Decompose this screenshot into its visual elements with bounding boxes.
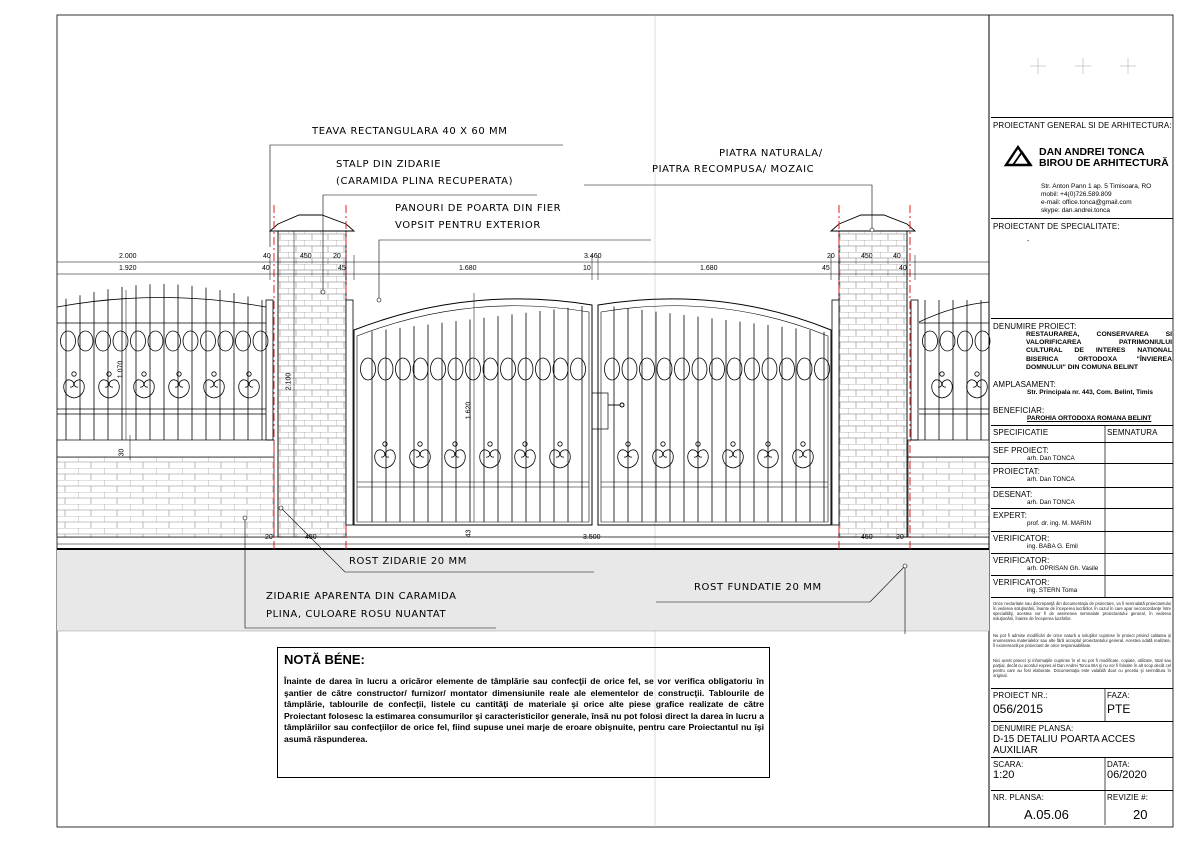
label-rost-fundatie: ROST FUNDATIE 20 MM xyxy=(694,582,822,593)
dim-text: 40 xyxy=(899,265,907,272)
dim-text: 450 xyxy=(861,534,873,541)
right-fence-panel xyxy=(911,300,989,440)
role-label: VERIFICATOR: xyxy=(993,534,1050,543)
dim-text: 40 xyxy=(263,253,271,260)
fence-ring xyxy=(958,331,973,351)
nota-bene-text: Înainte de darea în lucru a oricăror elemente de tâmplărie sau confecţii de orice fel, se vor verifica obligatoriu în şantier de către constructor/ furnizor/ montator dimensiunile reale ale elementelor de construcţii. Tablourile de tâmplărie, tablourile de confecţii, listele cu cantităţi de materiale şi orice alte piese grafice realizate de către Proiectant folosesc la estimarea consumurilor şi caracteristicilor generale, însă nu pot folosi direct la darea în lucru a tâmplăriilor sau confecţiilor de orice fel, fiind supuse unei marje de eroare obişnuite, pentru care Proiectantul nu îşi asumă răspunderea. xyxy=(284,676,764,744)
dim-text: 45 xyxy=(822,265,830,272)
gate-ring xyxy=(692,358,707,380)
dim-text: 30 xyxy=(118,448,126,457)
dim-text: 20 xyxy=(896,534,904,541)
fence-ring xyxy=(975,331,990,351)
dim-text: 45 xyxy=(338,265,346,272)
gate-scroll xyxy=(803,450,813,468)
left-pillar-cap xyxy=(270,215,354,231)
label-piatra-1: PIATRA NATURALA/ xyxy=(719,148,823,159)
gate-circle-ornaments xyxy=(361,358,830,380)
dim-text: 1.620 xyxy=(465,401,473,420)
gate-scroll xyxy=(663,450,673,468)
role-label: EXPERT: xyxy=(993,511,1027,520)
faza-value: PTE xyxy=(1107,702,1131,716)
gate-scroll xyxy=(525,450,535,468)
role-name: arh. Dan TONCA xyxy=(1027,499,1075,506)
gate-scroll xyxy=(385,450,395,468)
gate-ring xyxy=(536,358,551,380)
fence-scroll-knob xyxy=(177,372,181,376)
gate-ring xyxy=(448,358,463,380)
gate-ring xyxy=(483,358,498,380)
role-name: ing. BABA G. Emil xyxy=(1027,543,1078,550)
specificatie-header: SPECIFICATIE xyxy=(993,428,1049,437)
gate-ring xyxy=(378,358,393,380)
dim-text: 43 xyxy=(465,529,473,538)
label-teava: TEAVA RECTANGULARA 40 X 60 MM xyxy=(312,126,508,137)
nota-bene-box xyxy=(277,647,770,778)
gate-scroll xyxy=(375,450,385,468)
fence-scroll xyxy=(169,380,179,398)
dim-text: 3.460 xyxy=(584,253,602,260)
legal-note-2: Nu pot fi admise modificări de orice natură a soluţiilor cuprinse în proiect privind calitatea şi enumerarea materialelor sau alte fără acceptul proiectantului general. Acestea odată realizate, îl exonerează pe proiectant de orice responsabilitate. xyxy=(993,633,1171,648)
firm-skype: skype: dan.andrei.tonca xyxy=(1041,207,1111,214)
beneficiar-label: BENEFICIAR: xyxy=(993,406,1045,415)
dim-text: 1.070 xyxy=(117,360,125,379)
semnatura-header: SEMNATURA xyxy=(1107,428,1158,437)
gate-scroll-knob xyxy=(488,442,492,446)
fence-scroll-knob xyxy=(142,372,146,376)
role-label: DESENAT: xyxy=(993,490,1033,499)
gate-leaves xyxy=(354,299,831,525)
gate-scroll-knob xyxy=(418,442,422,446)
gate-ring xyxy=(553,358,568,380)
fence-scroll xyxy=(109,380,119,398)
dim-text: 1.680 xyxy=(700,265,718,272)
gate-ring xyxy=(431,358,446,380)
fence-ring xyxy=(201,331,216,351)
gate-ring xyxy=(413,358,428,380)
amplasament-value: Str. Principala nr. 443, Com. Belint, Timis xyxy=(1027,389,1153,396)
fence-scroll-knob xyxy=(940,372,944,376)
proiect-nr-label: PROIECT NR.: xyxy=(993,691,1048,700)
beneficiar-value: PAROHIA ORTODOXA ROMANA BELINT xyxy=(1027,415,1152,422)
firm-email: e-mail: office.tonca@gmail.com xyxy=(1041,199,1132,206)
fence-scroll xyxy=(64,380,74,398)
gate-ring xyxy=(361,358,376,380)
fence-ring xyxy=(131,331,146,351)
dim-text: 20 xyxy=(333,253,341,260)
gate-scroll-knob xyxy=(801,442,805,446)
left-fence-bars xyxy=(66,284,262,440)
firm-phone: mobil: +4(0)726.589.809 xyxy=(1041,191,1112,198)
amplasament-label: AMPLASAMENT: xyxy=(993,380,1056,389)
label-panouri-2: VOPSIT PENTRU EXTERIOR xyxy=(395,220,541,231)
gate-scroll xyxy=(793,450,803,468)
gate-scroll xyxy=(653,450,663,468)
dim-text: 40 xyxy=(893,253,901,260)
revizie-value: 20 xyxy=(1133,807,1148,822)
role-name: ing. STERN Toma xyxy=(1027,587,1078,594)
fence-ring xyxy=(183,331,198,351)
gate-ring xyxy=(571,358,586,380)
gate-scroll xyxy=(723,450,733,468)
fence-scroll xyxy=(179,380,189,398)
fence-scroll xyxy=(204,380,214,398)
gate-scroll xyxy=(480,450,490,468)
role-label: VERIFICATOR: xyxy=(993,578,1050,587)
fence-scroll xyxy=(214,380,224,398)
right-wall xyxy=(908,457,989,537)
fence-scroll xyxy=(977,380,987,398)
fence-scroll xyxy=(99,380,109,398)
dim-text: 1.920 xyxy=(119,265,137,272)
fence-scroll xyxy=(967,380,977,398)
revizie-label: REVIZIE #: xyxy=(1107,793,1149,802)
legal-note-3: Nici acest proiect şi informaţiile cuprinse în el nu pot fi modificate, copiate, utilizate, total sau parţial, decât cu acordul expres al Dan Andrei Tonca BIA şi nu vor fi folosite în alt scop decât cel pentru care au fost elaborate. Documentaţia este valabilă doar cu pecetia şi semnătura în original. xyxy=(993,658,1171,678)
gate-scroll xyxy=(410,450,420,468)
right-fence-bars xyxy=(925,300,981,440)
gate-scroll xyxy=(445,450,455,468)
label-piatra-2: PIATRA RECOMPUSA/ MOZAIC xyxy=(652,164,815,175)
denumire-plansa-2: AUXILIAR xyxy=(993,745,1038,756)
role-label: SEF PROIECT: xyxy=(993,446,1049,455)
fence-scroll xyxy=(249,380,259,398)
gate-ring xyxy=(396,358,411,380)
denumire-proiect-label: DENUMIRE PROIECT: xyxy=(993,322,1077,331)
fence-scroll-knob xyxy=(975,372,979,376)
dim-text: 20 xyxy=(827,253,835,260)
denumire-plansa-label: DENUMIRE PLANSA: xyxy=(993,724,1074,733)
fence-scroll-knob xyxy=(212,372,216,376)
gate-scroll-knob xyxy=(383,442,387,446)
denumire-plansa-1: D-15 DETALIU POARTA ACCES xyxy=(993,734,1136,745)
nr-plansa-label: NR. PLANSA: xyxy=(993,793,1044,802)
fence-scroll-knob xyxy=(247,372,251,376)
ground-band xyxy=(57,549,989,631)
gate-ring xyxy=(501,358,516,380)
gate-scroll xyxy=(550,450,560,468)
gate-scroll xyxy=(733,450,743,468)
gate-scroll xyxy=(628,450,638,468)
role-name: prof. dr. ing. M. MARIN xyxy=(1027,520,1092,527)
gate-scroll-knob xyxy=(558,442,562,446)
dim-text: 450 xyxy=(300,253,312,260)
fence-scroll xyxy=(942,380,952,398)
scara-value: 1:20 xyxy=(993,769,1015,781)
dim-text: 10 xyxy=(583,265,591,272)
fence-scroll xyxy=(74,380,84,398)
gate-ring xyxy=(675,358,690,380)
left-wall xyxy=(57,457,274,537)
gate-scroll xyxy=(618,450,628,468)
right-pillar xyxy=(839,231,907,537)
dim-text: 40 xyxy=(262,265,270,272)
role-name: arh. Dan TONCA xyxy=(1027,455,1075,462)
dim-text: 450 xyxy=(861,253,873,260)
gate-scroll xyxy=(688,450,698,468)
dim-text: 2.100 xyxy=(285,372,293,391)
gate-ring xyxy=(466,358,481,380)
project-name: RESTAURAREA, CONSERVAREA SI VALORIFICAREA PATRIMONIULUI CULTURAL DE INTERES NATIONAL BISERICA ORTODOXA "ÎNVIEREA DOMNULUI" DIN COMUNA BELINT xyxy=(1026,331,1172,371)
fence-scroll xyxy=(134,380,144,398)
role-name: arh. OPRISAN Gh. Vasile xyxy=(1027,565,1099,572)
label-zidarie-1: ZIDARIE APARENTA DIN CARAMIDA xyxy=(266,591,457,602)
label-stalp-2: (CARAMIDA PLINA RECUPERATA) xyxy=(336,176,514,187)
fence-scroll-knob xyxy=(107,372,111,376)
data-label: DATA: xyxy=(1107,760,1130,769)
firm-name-2: BIROU DE ARHITECTURĂ xyxy=(1039,157,1169,169)
gate-scroll-knob xyxy=(731,442,735,446)
nota-bene-title: NOTĂ BÉNE: xyxy=(284,652,365,667)
fence-ring xyxy=(61,331,76,351)
gate-scroll-knob xyxy=(453,442,457,446)
gate-scroll-knob xyxy=(523,442,527,446)
role-label: VERIFICATOR: xyxy=(993,556,1050,565)
gate-scroll xyxy=(768,450,778,468)
data-value: 06/2020 xyxy=(1107,769,1147,781)
scara-label: SCARA: xyxy=(993,760,1024,769)
dim-text: 20 xyxy=(265,534,273,541)
specialitate-value: - xyxy=(1027,238,1030,245)
gate-ring xyxy=(622,358,637,380)
fence-scroll xyxy=(239,380,249,398)
gate-scroll-ornaments xyxy=(375,442,814,468)
gate-scroll xyxy=(560,450,570,468)
gate-ring xyxy=(605,358,620,380)
gate-scroll xyxy=(758,450,768,468)
specialitate-label: PROIECTANT DE SPECIALITATE: xyxy=(993,222,1120,231)
label-stalp-1: STALP DIN ZIDARIE xyxy=(336,159,442,170)
fence-scroll xyxy=(144,380,154,398)
gate-ring xyxy=(745,358,760,380)
fence-scroll-knob xyxy=(72,372,76,376)
gate-scroll xyxy=(515,450,525,468)
dim-text: 3.500 xyxy=(583,534,601,541)
proiectant-general-label: PROIECTANT GENERAL SI DE ARHITECTURA: xyxy=(993,121,1172,130)
label-rost-zidarie: ROST ZIDARIE 20 MM xyxy=(349,556,467,567)
dim-text: 1.680 xyxy=(459,265,477,272)
gate-scroll xyxy=(420,450,430,468)
label-zidarie-2: PLINA, CULOARE ROSU NUANTAT xyxy=(266,609,447,620)
gate-scroll xyxy=(698,450,708,468)
dim-text: 2.000 xyxy=(119,253,137,260)
firm-logo-icon xyxy=(1006,147,1031,165)
gate-ring xyxy=(518,358,533,380)
firm-address: Str. Anton Pann 1 ap. 5 Timisoara, RO xyxy=(1041,183,1152,190)
gate-ring xyxy=(815,358,830,380)
firm-name-1: DAN ANDREI TONCA xyxy=(1039,146,1145,158)
proiect-nr-value: 056/2015 xyxy=(993,702,1044,716)
gate-ring xyxy=(762,358,777,380)
gate-scroll xyxy=(490,450,500,468)
fence-scroll xyxy=(932,380,942,398)
role-name: arh. Dan TONCA xyxy=(1027,476,1075,483)
right-fence-ornaments xyxy=(923,331,991,398)
role-label: PROIECTAT: xyxy=(993,467,1040,476)
gate-scroll-knob xyxy=(661,442,665,446)
nr-plansa-value: A.05.06 xyxy=(1024,807,1069,822)
dim-text: 450 xyxy=(305,534,317,541)
left-fence-panel xyxy=(57,298,273,441)
label-panouri-1: PANOURI DE POARTA DIN FIER xyxy=(395,203,562,214)
gate-scroll xyxy=(455,450,465,468)
faza-label: FAZA: xyxy=(1107,691,1130,700)
legal-note-1: Orice neclaritate sau discrepanţă din documentaţia de proiectare, va fi semnalată proiectantului în vederea soluţionării, înainte de începerea lucrărilor. În cazul în care apar neconcordanţe între specialităţi, acestea vor fi de asemenea semnalate proiectantului general, în vederea soluţionării, înainte de începerea lucrărilor. xyxy=(993,601,1171,621)
